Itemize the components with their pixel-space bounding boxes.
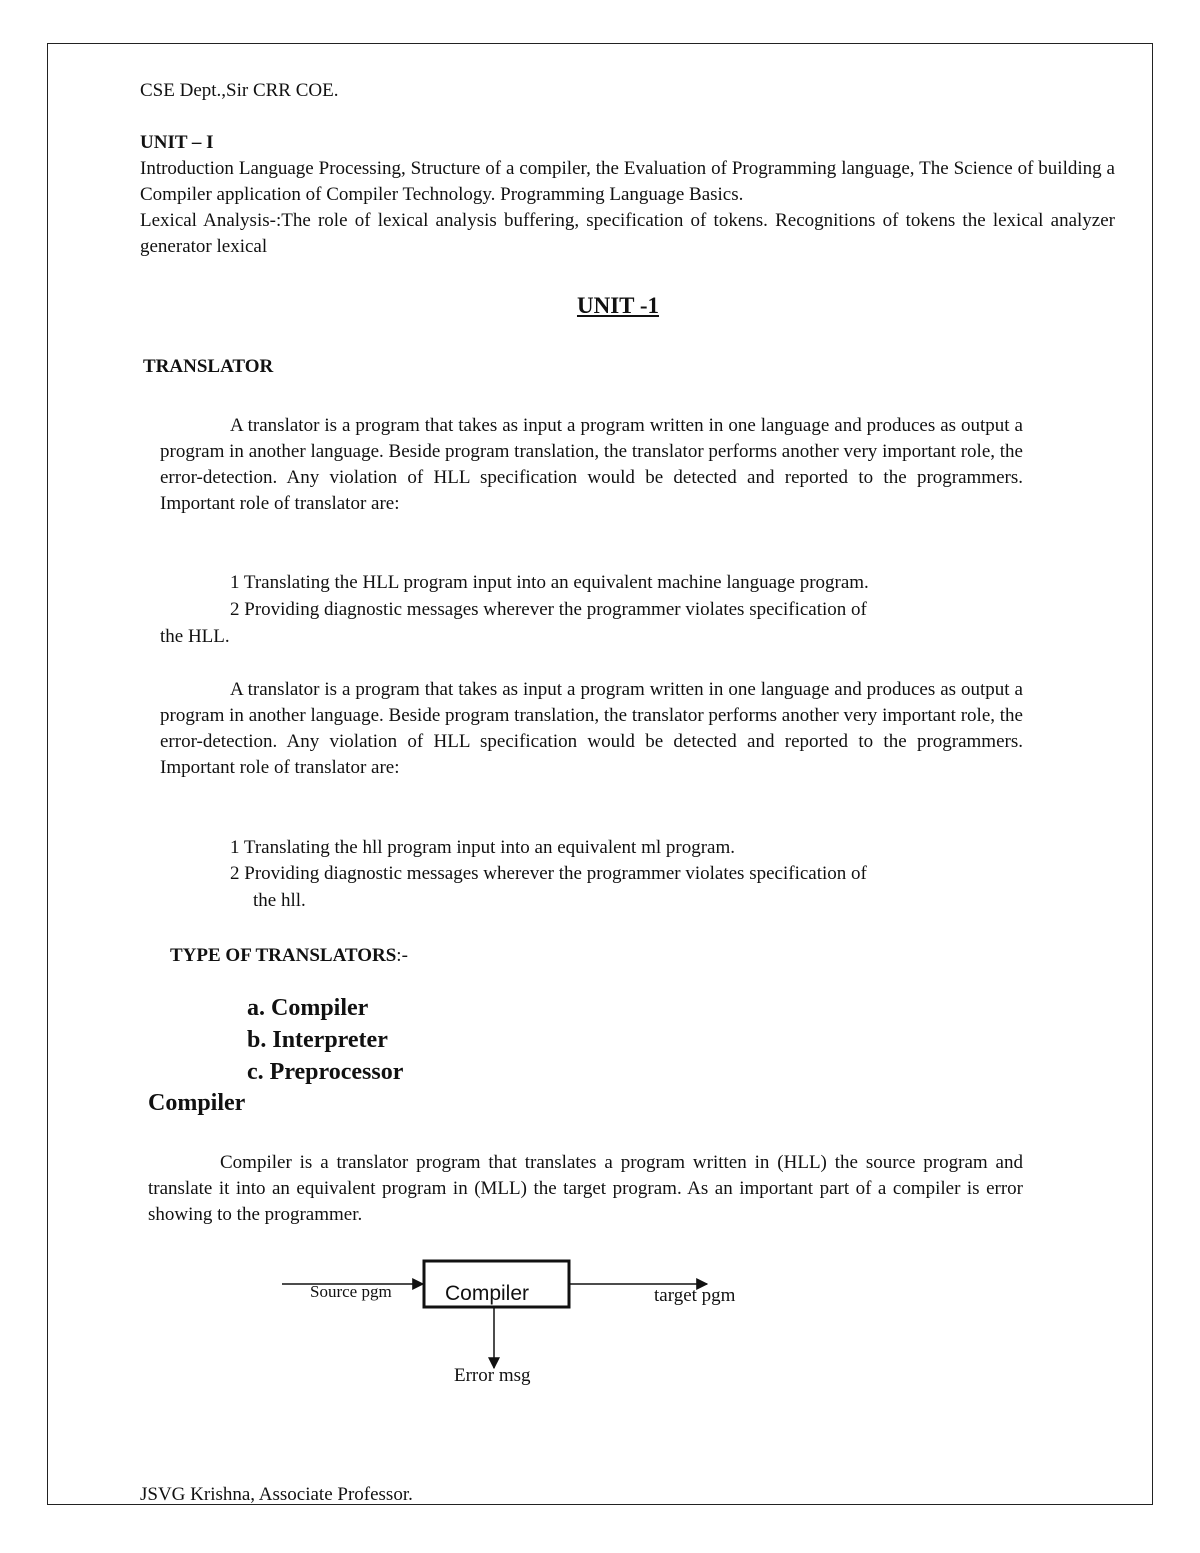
types-heading: TYPE OF TRANSLATORS: [170, 945, 397, 966]
translator-heading: TRANSLATOR: [143, 356, 274, 377]
list-1-item-2: 2 Providing diagnostic messages wherever the programmer violates specification of: [230, 599, 867, 620]
syllabus-line-1: Introduction Language Processing, Structure of a compiler, the Evaluation of Programming language, The Science of building a Compiler application of Compiler Technology. Programming Language Basics.: [140, 158, 1115, 205]
translator-paragraph-1: A translator is a program that takes as input a program written in one language and produces as output a program in another language. Beside program translation, the translator performs another very important role, the error-detection. Any violation of HLL specification would be detected and reported to the programmers. Important role of translator are:: [160, 415, 1023, 514]
types-item-compiler: a. Compiler: [247, 995, 369, 1021]
list-2-item-2-continued: the hll.: [253, 890, 306, 911]
list-1-item-1: 1 Translating the HLL program input into an equivalent machine language program.: [230, 572, 869, 593]
page-header: CSE Dept.,Sir CRR COE.: [140, 80, 339, 101]
error-msg-label: Error msg: [454, 1365, 531, 1386]
compiler-paragraph: Compiler is a translator program that translates a program written in (HLL) the source program and translate it into an equivalent program in (MLL) the target program. As an important part of a compiler is error showing to the programmer.: [148, 1152, 1023, 1225]
list-2-item-2: 2 Providing diagnostic messages wherever the programmer violates specification of: [230, 863, 867, 884]
translator-paragraph-2: A translator is a program that takes as input a program written in one language and produces as output a program in another language. Beside program translation, the translator performs another very important role, the error-detection. Any violation of HLL specification would be detected and reported to the programmers. Important role of translator are:: [160, 679, 1023, 778]
compiler-box-label: Compiler: [445, 1282, 530, 1305]
page-footer: JSVG Krishna, Associate Professor.: [140, 1484, 413, 1505]
compiler-heading: Compiler: [148, 1090, 246, 1116]
list-1-item-2-continued: the HLL.: [160, 626, 230, 647]
target-pgm-label: target pgm: [654, 1285, 736, 1306]
source-pgm-label: Source pgm: [310, 1282, 392, 1301]
types-item-interpreter: b. Interpreter: [247, 1027, 388, 1053]
types-heading-suffix: :-: [396, 945, 408, 966]
syllabus-line-2: Lexical Analysis-:The role of lexical analysis buffering, specification of tokens. Recognitions of tokens the lexical analyzer generator lexical: [140, 210, 1115, 257]
list-2-item-1: 1 Translating the hll program input into an equivalent ml program.: [230, 837, 736, 858]
types-item-preprocessor: c. Preprocessor: [247, 1059, 404, 1085]
syllabus-heading: UNIT – I: [140, 132, 214, 153]
unit-title: UNIT -1: [576, 293, 659, 318]
